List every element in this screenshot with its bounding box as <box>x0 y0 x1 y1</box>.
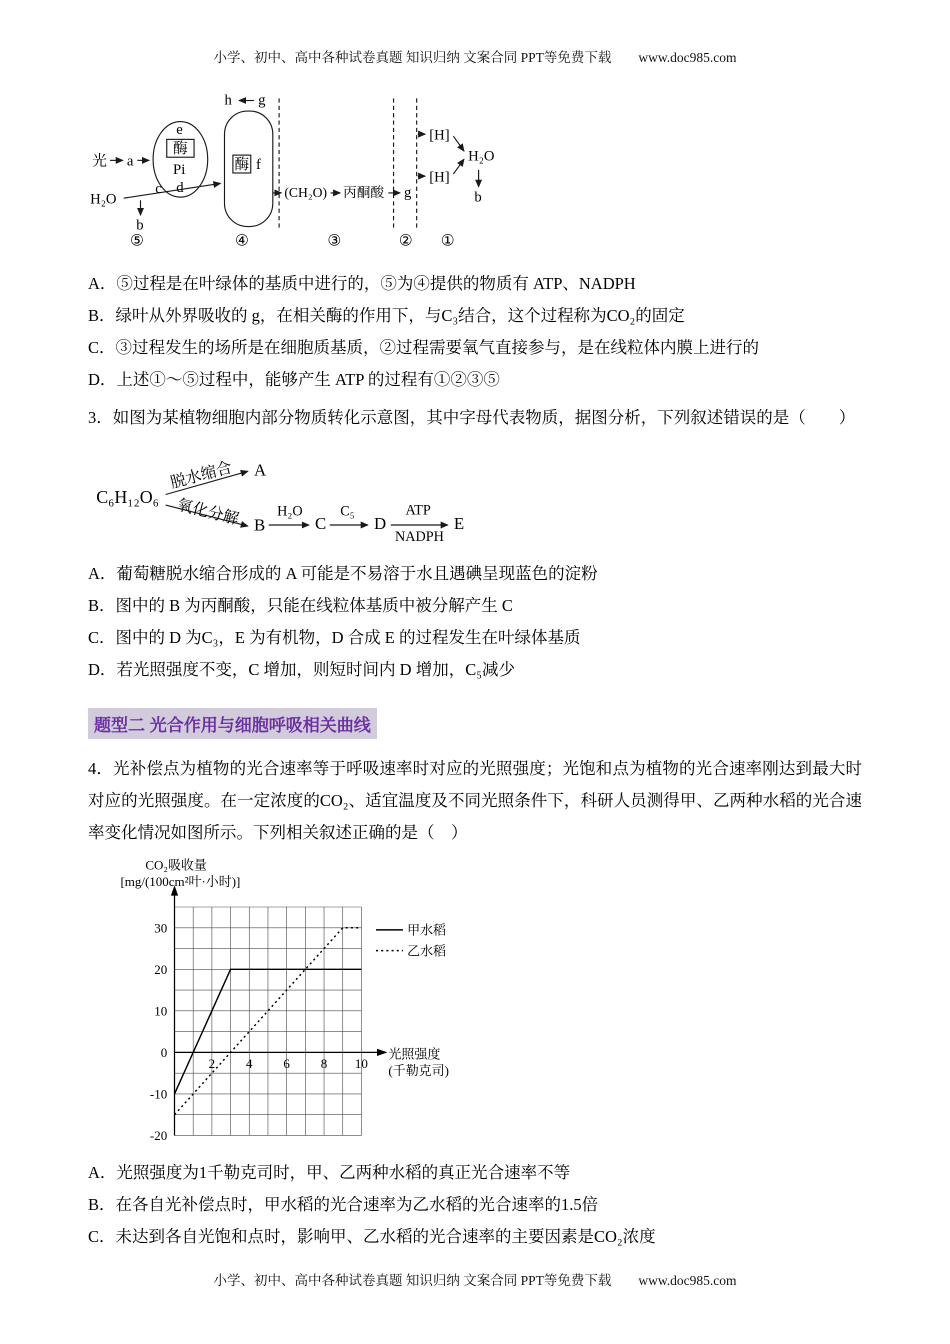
label-nadph: NADPH <box>395 528 444 545</box>
q4-option-c: C．未达到各自光饱和点时，影响甲、乙水稻的光合速率的主要因素是CO₂浓度 <box>88 1227 656 1246</box>
svg-text:[mg/(100cm²叶·小时)]: [mg/(100cm²叶·小时)] <box>120 874 241 890</box>
label-step1: ① <box>440 232 455 250</box>
label-e: e <box>176 122 183 139</box>
q2-option-a: A．⑤过程是在叶绿体的基质中进行的，⑤为④提供的物质有 ATP、NADPH <box>88 274 636 293</box>
photosynthesis-respiration-diagram <box>88 92 508 255</box>
svg-text:8: 8 <box>320 1055 328 1071</box>
label-c: c <box>155 180 162 197</box>
label-step3: ③ <box>327 232 342 250</box>
q3-option-a: A．葡萄糖脱水缩合形成的 A 可能是不易溶于水且遇碘呈现蓝色的淀粉 <box>88 564 598 583</box>
label-g-top: g <box>258 92 266 109</box>
q4-option-a: A．光照强度为1千勒克司时，甲、乙两种水稻的真正光合速率不等 <box>88 1163 571 1182</box>
label-f: f <box>256 156 261 173</box>
q2-options <box>88 268 862 396</box>
svg-text:10: 10 <box>154 1003 168 1019</box>
label-pyruvate: 丙酮酸 <box>343 185 385 201</box>
section-title: 题型二 光合作用与细胞呼吸相关曲线 <box>88 708 377 739</box>
svg-text:4: 4 <box>246 1055 253 1071</box>
label-c5: C₅ <box>340 503 355 520</box>
photosynthesis-rate-chart <box>114 853 862 1155</box>
q3-option-d: D．若光照强度不变，C 增加，则短时间内 D 增加，C₅减少 <box>88 660 515 679</box>
label-b-right: b <box>474 189 482 206</box>
label-light: 光 <box>92 153 107 170</box>
svg-text:光照强度: 光照强度 <box>388 1046 441 1062</box>
q3-option-c: C．图中的 D 为C₃，E 为有机物，D 合成 E 的过程发生在叶绿体基质 <box>88 628 581 647</box>
q3-option-b: B．图中的 B 为丙酮酸，只能在线粒体基质中被分解产生 C <box>88 596 513 615</box>
q2-option-c: C．③过程发生的场所是在细胞质基质，②过程需要氧气直接参与，是在线粒体内膜上进行的 <box>88 338 760 357</box>
label-pi: Pi <box>173 162 186 179</box>
q4-option-b: B．在各自光补偿点时，甲水稻的光合速率为乙水稻的光合速率的1.5倍 <box>88 1195 599 1214</box>
label-dehydration: 脱水缩合 <box>168 459 234 493</box>
q3-options <box>88 558 862 686</box>
svg-text:2: 2 <box>208 1055 216 1071</box>
label-nadh-top: [H] <box>429 127 450 144</box>
svg-text:10: 10 <box>354 1055 368 1071</box>
label-product-c: C <box>315 514 327 534</box>
label-b-left: b <box>136 217 144 234</box>
label-h2o-left: H₂O <box>90 191 117 208</box>
label-step5: ⑤ <box>130 232 145 250</box>
label-product-e: E <box>453 514 465 534</box>
label-step2: ② <box>398 232 413 250</box>
svg-text:20: 20 <box>154 961 168 977</box>
q2-diagram-container <box>88 92 862 260</box>
co2-absorption-line-chart <box>114 853 478 1150</box>
glucose-conversion-diagram <box>94 444 494 545</box>
q2-option-d: D．上述①～⑤过程中，能够产生 ATP 的过程有①②③⑤ <box>88 370 500 389</box>
label-d: d <box>176 179 184 196</box>
page-footer: 小学、初中、高中各种试卷真题 知识归纳 文案合同 PPT等免费下载 www.doc985.com <box>213 1273 737 1288</box>
svg-text:30: 30 <box>154 920 168 936</box>
svg-text:6: 6 <box>283 1055 290 1071</box>
label-nadh-bottom: [H] <box>429 169 450 186</box>
svg-text:-10: -10 <box>149 1086 168 1102</box>
label-product-a: A <box>254 460 267 480</box>
svg-text:-20: -20 <box>149 1128 168 1144</box>
page-header: 小学、初中、高中各种试卷真题 知识归纳 文案合同 PPT等免费下载 www.doc985.com <box>213 50 737 65</box>
label-h2o-right: H₂O <box>468 148 495 165</box>
label-oxidation: 氧化分解 <box>175 496 241 529</box>
q4-options <box>88 1157 862 1253</box>
q2-option-b: B．绿叶从外界吸收的 g，在相关酶的作用下，与C₃结合，这个过程称为CO₂的固定 <box>88 306 685 325</box>
svg-text:0: 0 <box>160 1045 168 1061</box>
label-product-d: D <box>373 514 387 534</box>
q3-diagram-container <box>94 444 862 550</box>
svg-text:乙水稻: 乙水稻 <box>407 943 447 959</box>
svg-text:甲水稻: 甲水稻 <box>407 922 447 938</box>
q4-stem: 4．光补偿点为植物的光合速率等于呼吸速率时对应的光照强度；光饱和点为植物的光合速率刚达到最大时对应的光照强度。在一定浓度的CO₂、适宜温度及不同光照条件下，科研人员测得甲、乙两种水稻的光合速率变化情况如图所示。下列相关叙述正确的是（ ） <box>88 759 862 842</box>
label-enzyme-2: 酶 <box>234 156 250 173</box>
label-step4: ④ <box>235 232 250 250</box>
label-product-b: B <box>254 515 266 535</box>
q3-stem: 3．如图为某植物细胞内部分物质转化示意图，其中字母代表物质，据图分析，下列叙述错误的是（ ） <box>88 408 856 427</box>
label-atp: ATP <box>405 502 431 519</box>
label-glucose: C₆H₁₂O₆ <box>96 486 159 507</box>
label-g-mid: g <box>404 185 412 202</box>
svg-text:(千勒克司): (千勒克司) <box>388 1063 449 1079</box>
label-h2o: H₂O <box>277 503 303 520</box>
label-enzyme-1: 酶 <box>173 141 188 158</box>
label-ch2o: (CH₂O) <box>284 185 327 201</box>
label-a: a <box>126 153 134 170</box>
svg-text:CO₂吸收量: CO₂吸收量 <box>145 857 207 873</box>
label-h: h <box>224 92 232 109</box>
